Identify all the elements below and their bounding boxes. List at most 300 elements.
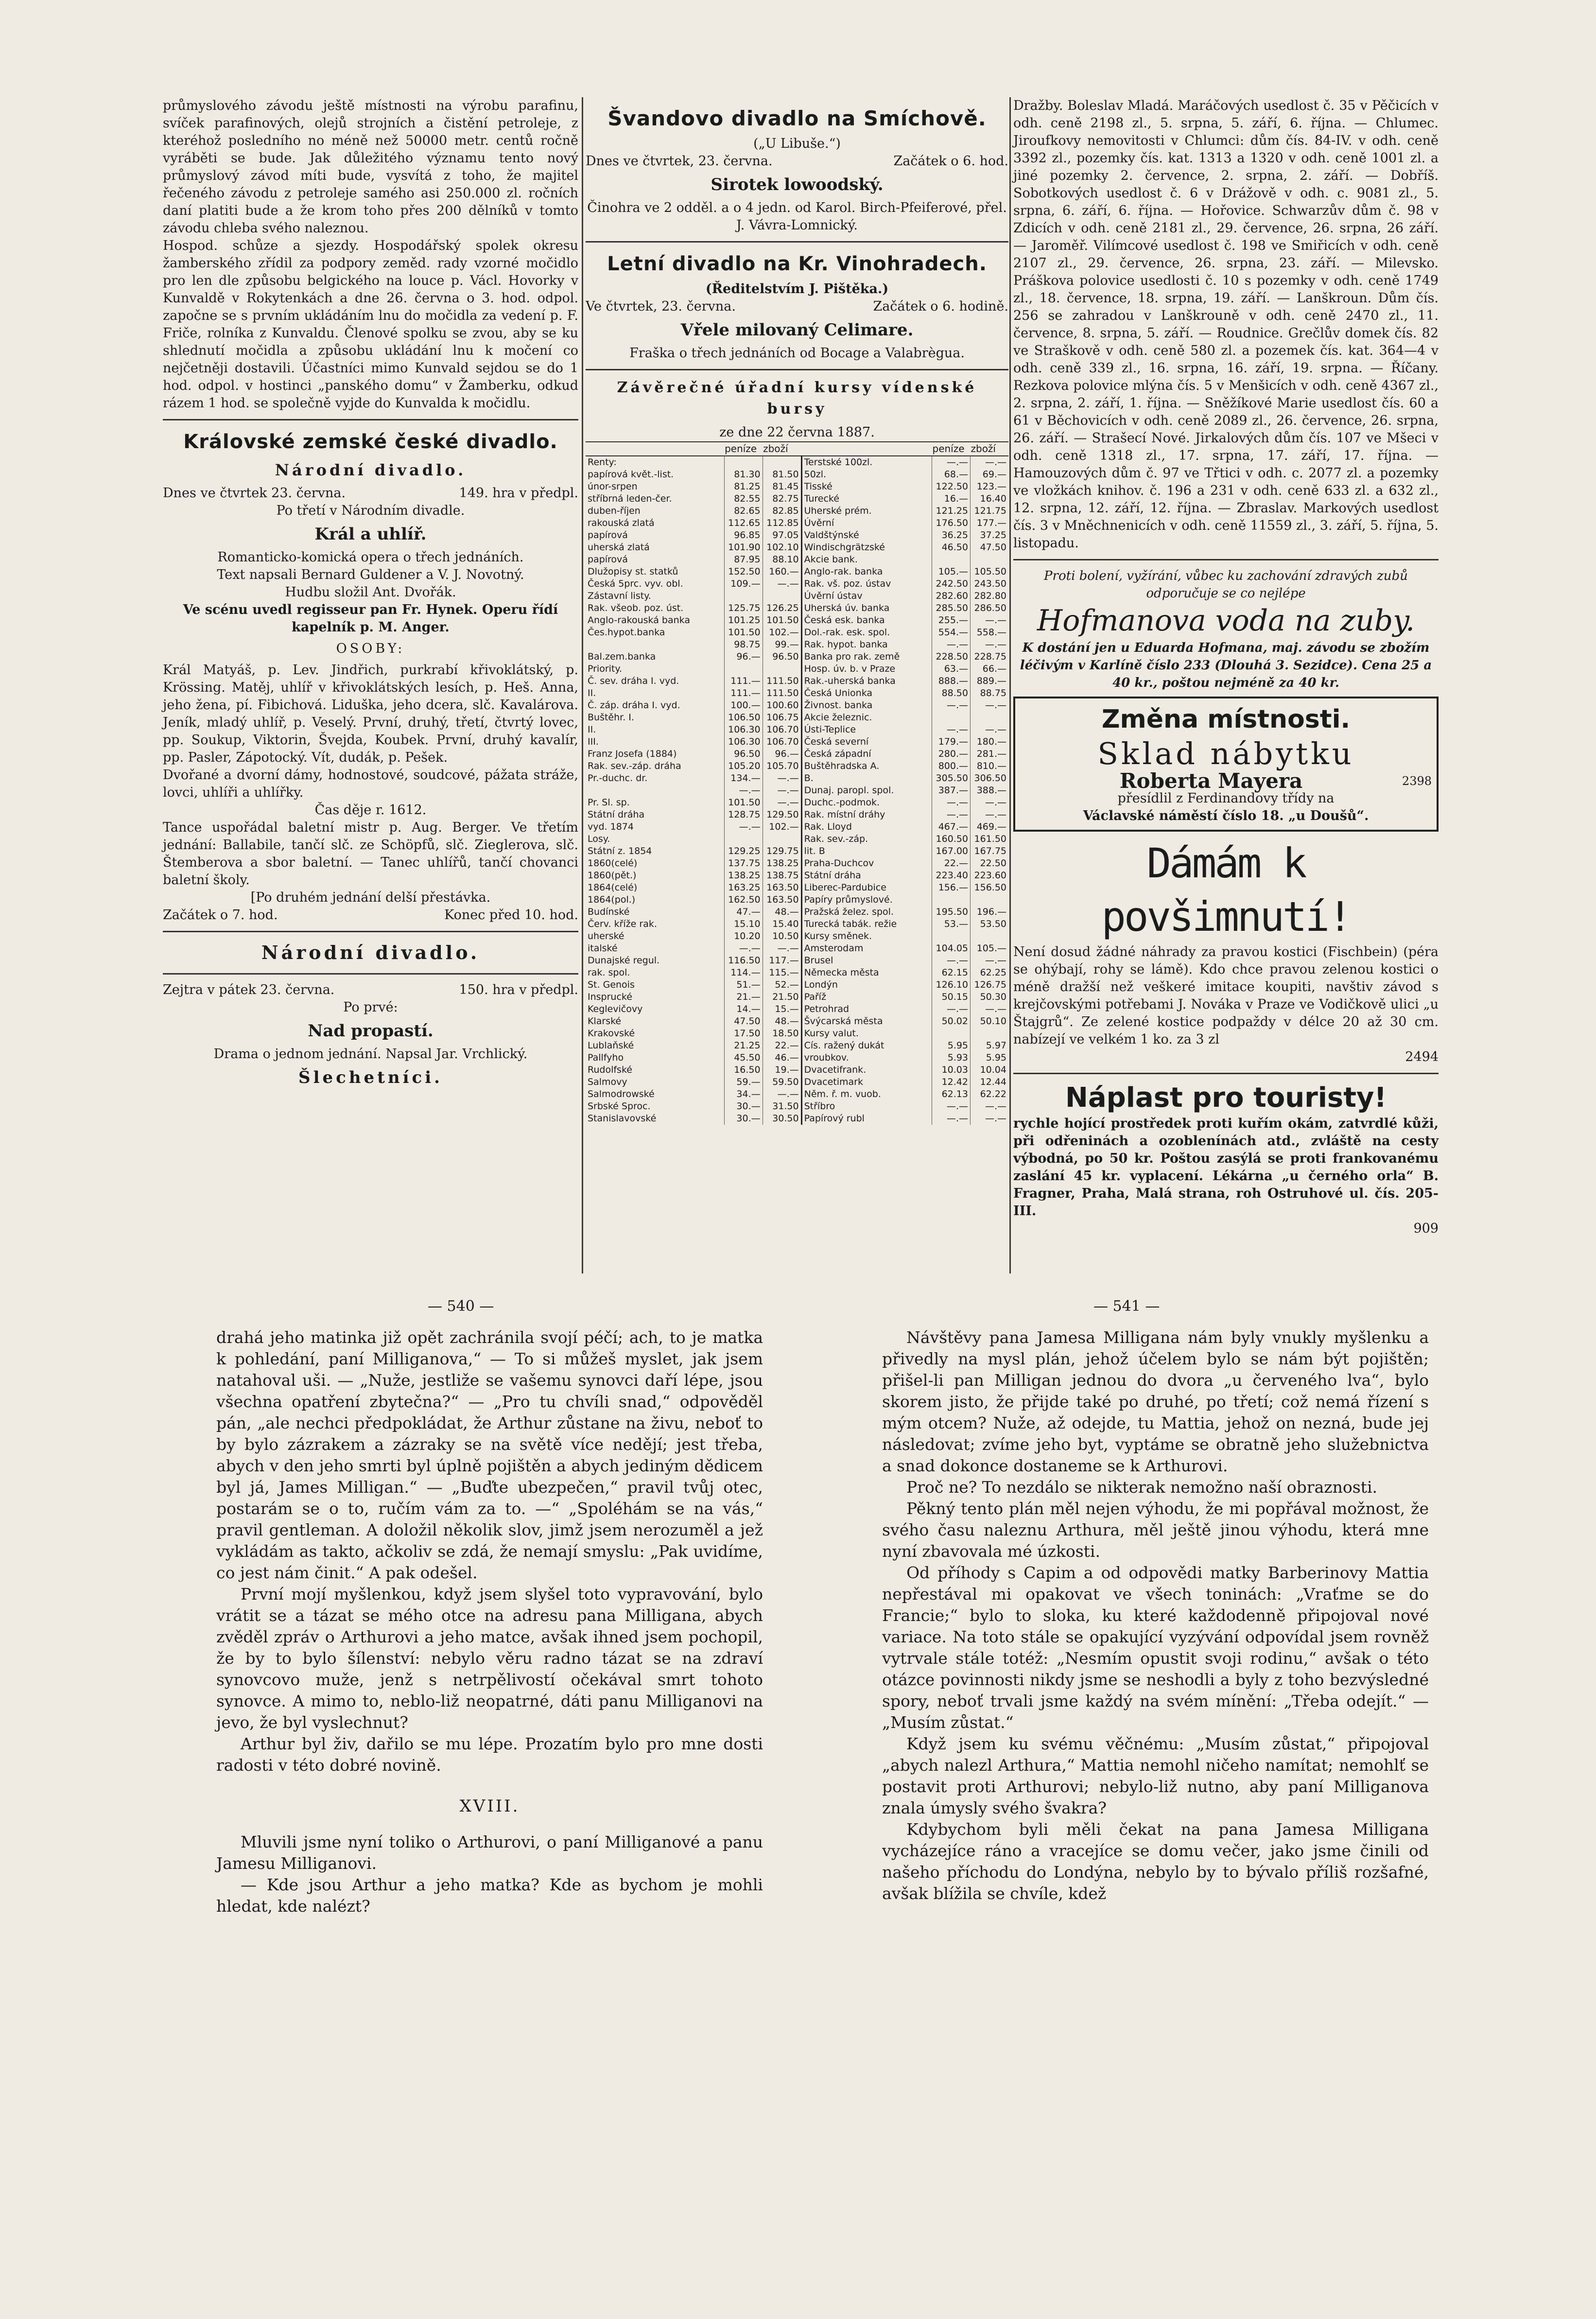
stock-row [586, 1100, 1008, 1113]
stock-name: Státní dráha [801, 870, 932, 882]
stock-goods: —.— [971, 1003, 1009, 1015]
play-desc: Fraška o třech jednáních od Bocage a Valabrègua. [629, 346, 965, 361]
stock-row [586, 894, 1008, 906]
stock-row [586, 517, 1008, 529]
stock-money: —.— [724, 821, 763, 833]
stock-goods: 810.— [971, 760, 1009, 772]
stock-name: Státní z. 1854 [588, 846, 652, 856]
stock-goods [763, 663, 801, 675]
stock-row [586, 724, 1008, 736]
stock-name: Buštěhradska A. [801, 760, 932, 772]
stock-goods [763, 456, 801, 469]
stock-name: rak. spol. [588, 967, 630, 978]
stock-goods: 243.50 [971, 578, 1009, 590]
stock-money: 101.50 [724, 627, 763, 639]
stock-name: Rak.-uherská banka [801, 675, 932, 687]
stock-name: Dunajské regul. [588, 955, 660, 966]
stock-money: 101.90 [724, 541, 763, 554]
novel-paragraph: Proč ne? To nezdálo se nikterak nemožno naší obraznosti. [906, 1478, 1377, 1497]
stock-row [586, 456, 1008, 469]
stock-name: Kursy valut. [801, 1028, 932, 1040]
stock-goods: 106.70 [763, 736, 801, 748]
stock-money: —.— [932, 809, 971, 821]
stock-money: —.— [724, 785, 763, 797]
stock-name: Zástavní listy. [588, 591, 651, 601]
start-time: Začátek o 6. hodině. [873, 299, 1008, 314]
hofman-title: Hofmanova voda na zuby. [1037, 604, 1415, 638]
stock-money: 282.60 [932, 590, 971, 602]
stock-goods: 281.— [971, 748, 1009, 760]
stock-goods: 558.— [971, 627, 1009, 639]
stock-goods: 163.50 [763, 894, 801, 906]
stock-goods: —.— [971, 955, 1009, 967]
letni-heading: Letní divadlo na Kr. Vinohradech. [607, 253, 987, 275]
stock-money [932, 712, 971, 724]
stock-name: Č. sev. dráha I. vyd. [588, 676, 679, 686]
stock-row [586, 809, 1008, 821]
page-number-left: — 540 — [428, 1298, 494, 1315]
divider [586, 241, 1008, 243]
stock-row [586, 1064, 1008, 1076]
stock-money: 888.— [932, 675, 971, 687]
stock-row [586, 979, 1008, 991]
stock-goods: —.— [971, 456, 1009, 469]
stock-row [586, 821, 1008, 833]
stock-row [586, 785, 1008, 797]
stock-name: Dvacetimark [801, 1076, 932, 1088]
stock-name: 1864(pol.) [588, 894, 636, 905]
stock-goods: —.— [971, 614, 1009, 627]
col-goods: zboží [971, 442, 1009, 456]
stock-money: 17.50 [724, 1028, 763, 1040]
stock-money: 242.50 [932, 578, 971, 590]
stock-money: 101.25 [724, 614, 763, 627]
mayer-heading: Změna místnosti. [1101, 705, 1351, 734]
stock-money: 34.— [724, 1088, 763, 1100]
stock-goods: 88.75 [971, 687, 1009, 699]
stock-name: rakouská zlatá [588, 518, 655, 528]
industry-article: průmyslového závodu ještě místnosti na výrobu parafinu, svíček parafinových, olejů strojních a čistění petroleje, z kteréhož posledního no méně než 50000 metr. centů ročně vyráběti se bude. Jak důležitého významu tento nový průmyslový závod míti bude, vysvítá z toho, že majitel řečeného závodu z petroleje samého asi 250.000 zl. ročních daní platiti bude a že krom toho přes 200 dělníků v tomto závodu chleba svého naleznou. [163, 98, 578, 236]
stock-money: —.— [932, 639, 971, 651]
stock-name: B. [801, 772, 932, 785]
stock-row [586, 1052, 1008, 1064]
stock-money: 81.25 [724, 481, 763, 493]
subscription-number: 149. hra v předpl. [459, 486, 578, 501]
stock-goods: 99.— [763, 639, 801, 651]
stock-goods: 62.25 [971, 967, 1009, 979]
stock-row [586, 493, 1008, 505]
stock-money: —.— [932, 1113, 971, 1125]
stock-goods: 31.50 [763, 1100, 801, 1113]
stock-money [724, 833, 763, 845]
cast-heading: OSOBY: [336, 641, 405, 656]
stock-name: Anglo-rak. banka [801, 566, 932, 578]
stock-name: Paříž [801, 991, 932, 1003]
stock-name: Cís. ražený dukát [801, 1040, 932, 1052]
stock-name: Uherská úv. banka [801, 602, 932, 614]
stock-name: St. Genois [588, 979, 635, 990]
damam-text: Není dosud žádné náhrady za pravou kostici (Fischbein) (péra se ohýbají, rohy se lámě). Kdo chce pravou zelenou kostici o méně dražší než veškeré imitace koupiti, navštiv závod s krejčovskými potřebami J. Nováka v Praze ve Vodičkově ulici „u Štajgrů“. Ze zelené kostice podpaždy v délce 20 až 30 cm. nabízejí ve velkém 1 ko. za 3 zl [1013, 944, 1439, 1047]
stock-money: 47.50 [724, 1015, 763, 1028]
stock-goods: 88.10 [763, 554, 801, 566]
novel-paragraph: Když jsem ku svému věčnému: „Musím zůstat,“ připojoval „abych nalezl Arthura,“ Mattia nemohl ničeho namítat; nemohlť se postavit proti Arthurovi; nebylo-liž nutno, aby paní Milliganova znala úmysly svého švakra? [882, 1734, 1429, 1817]
stock-goods: 129.50 [763, 809, 801, 821]
stock-name: Stanislavovské [588, 1113, 657, 1124]
end-time: Konec před 10. hod. [444, 907, 578, 923]
stock-money: 114.— [724, 967, 763, 979]
stock-money: —.— [932, 1003, 971, 1015]
naplast-title: Náplast pro touristy! [1065, 1082, 1387, 1114]
stock-name: Česká Unionka [801, 687, 932, 699]
stock-goods: 117.— [763, 955, 801, 967]
stock-name [586, 785, 724, 797]
stock-money: 285.50 [932, 602, 971, 614]
performance-date: Ve čtvrtek, 23. června. [586, 299, 736, 314]
stock-money: 81.30 [724, 469, 763, 481]
stock-money: 22.— [932, 857, 971, 870]
stock-goods: 138.25 [763, 857, 801, 870]
stock-goods: 66.— [971, 663, 1009, 675]
stock-money: 51.— [724, 979, 763, 991]
stock-name: Priority. [588, 663, 622, 674]
novel-paragraph: Kdybychom byli měli čekat na pana Jamesa Milligana vycházejíce ráno a vracejíce se domu večer, jako jsme činili od našeho příchodu do Londýna, nebylo by to bývalo příliš rozšafné, avšak blížila se chvíle, kdež [882, 1820, 1429, 1903]
stock-money: 88.50 [932, 687, 971, 699]
cast-extras: Dvořané a dvorní dámy, hodnostové, soudcové, pážata stráže, lovci, uhlíři a uhlířky. [163, 767, 578, 800]
stock-money: 82.65 [724, 505, 763, 517]
stock-money: 53.— [932, 918, 971, 930]
stock-money: —.— [932, 456, 971, 469]
stock-name: Salmovy [588, 1077, 627, 1087]
hofman-details: K dostání jen u Eduarda Hofmana, maj. závodu se zbožím léčivým v Karlíně číslo 233 (Dlouhá 3. Sezidce). Cena 25 a 40 kr., poštou nejméně za 40 kr. [1020, 641, 1432, 690]
stock-money: 47.— [724, 906, 763, 918]
cast-list: Král Matyáš, p. Lev. Jindřich, purkrabí křivoklátský, p. Krössing. Matěj, uhlíř v křivoklátských lesích, p. Heš. Anna, jeho žena, pí. Fibichová. Liduška, jeho dcera, slč. Kavalárova. Jeník, mladý uhlíř, p. Veselý. První, druhý, třetí, čtvrtý lovec, pp. Soukup, Viktorin, Švejda, Koubek. První, druhý kavalír, pp. Pasler, Zápotocký. Vít, dudák, p. Pešek. [163, 663, 578, 765]
chapter-heading: XVIII. [459, 1796, 520, 1816]
stock-row [586, 469, 1008, 481]
stock-name: Německa města [801, 967, 932, 979]
stock-goods: 10.50 [763, 930, 801, 942]
stock-row [586, 699, 1008, 712]
stock-money: 98.75 [724, 639, 763, 651]
stock-name: Kursy směnek. [801, 930, 932, 942]
stock-money: 45.50 [724, 1052, 763, 1064]
next-play: Šlechetníci. [298, 1068, 443, 1087]
stock-money: 176.50 [932, 517, 971, 529]
stock-name: 50zl. [801, 469, 932, 481]
stock-goods: 105.50 [971, 566, 1009, 578]
stock-goods: 69.— [971, 469, 1009, 481]
stock-name: Dlužopisy st. statků [588, 566, 678, 577]
stock-row [586, 736, 1008, 748]
stock-money: 10.20 [724, 930, 763, 942]
performance-date: Dnes ve čtvrtek 23. června. [163, 486, 346, 501]
stock-name: Stříbro [801, 1100, 932, 1113]
stock-money: 10.03 [932, 1064, 971, 1076]
stock-goods: —.— [763, 785, 801, 797]
stock-money: 280.— [932, 748, 971, 760]
stock-goods: 46.— [763, 1052, 801, 1064]
stock-row [586, 1113, 1008, 1125]
stock-money: 96.50 [724, 748, 763, 760]
play-title: Sirotek lowoodský. [711, 175, 884, 194]
stock-name: Papíry průmyslové. [801, 894, 932, 906]
naplast-text: rychle hojící prostředek proti kuřím okám, zatvrdlé kůži, při odřeninách a ozoblenínách atd., zvláště na cesty výbodná, po 50 kr. Poštou zasýlá se proti frankovanému zaslání 45 kr. vyplacení. Lékárna „u černého orla“ B. Fragner, Praha, Malá strana, roh Ostruhové ul. čís. 205-III. [1013, 1116, 1439, 1219]
stock-name: Klarské [588, 1016, 622, 1027]
stock-goods: 161.50 [971, 833, 1009, 845]
stock-row [586, 760, 1008, 772]
stock-goods [971, 712, 1009, 724]
stock-goods: 47.50 [971, 541, 1009, 554]
stock-name: 1864(celé) [588, 882, 638, 893]
stock-goods: 286.50 [971, 602, 1009, 614]
ad-number: 2398 [1402, 774, 1432, 788]
stock-row [586, 712, 1008, 724]
play-desc: Romanticko-komická opera o třech jednáních. [217, 550, 524, 565]
stock-goods: —.— [971, 1113, 1009, 1125]
stock-goods: 121.75 [971, 505, 1009, 517]
stock-goods: —.— [971, 797, 1009, 809]
stock-name: Brusel [801, 955, 932, 967]
stock-goods: 163.50 [763, 882, 801, 894]
stock-name: Pr. Sl. sp. [588, 797, 630, 808]
stock-name: III. [588, 736, 599, 747]
stock-goods: —.— [971, 809, 1009, 821]
stock-row [586, 857, 1008, 870]
stock-goods: 21.50 [763, 991, 801, 1003]
novel-paragraph: Mluvili jsme nyní toliko o Arthurovi, o paní Milliganové a panu Jamesu Milliganovi. [216, 1832, 763, 1873]
ad-number: 2494 [1405, 1049, 1439, 1064]
stock-row [586, 554, 1008, 566]
stock-name: vroubkov. [801, 1052, 932, 1064]
stock-name: Rudolfské [588, 1064, 632, 1075]
stock-money: 30.— [724, 1113, 763, 1125]
stock-name: Srbské Sproc. [588, 1101, 651, 1112]
novel-paragraph: Pěkný tento plán měl nejen výhodu, že mi popřával možnost, že svého času naleznu Arthura, měl ještě jinou výhodu, která mne nyní zbavovala mé úzkosti. [882, 1499, 1429, 1561]
stock-money: 554.— [932, 627, 971, 639]
stock-name [586, 639, 724, 651]
performance-date: Zejtra v pátek 23. června. [163, 982, 335, 997]
stock-money: 167.00 [932, 845, 971, 857]
stock-money: 5.93 [932, 1052, 971, 1064]
stock-name: Švýcarská města [801, 1015, 932, 1028]
kursy-heading: Závěrečné úřadní kursy vídenské bursy [617, 379, 977, 418]
stock-money: 129.25 [724, 845, 763, 857]
stock-money: 116.50 [724, 955, 763, 967]
stock-money: 122.50 [932, 481, 971, 493]
stock-money: 152.50 [724, 566, 763, 578]
stock-name: duben-říjen [588, 506, 641, 516]
stock-money: —.— [932, 797, 971, 809]
stock-money: 156.— [932, 882, 971, 894]
stock-money: 5.95 [932, 1040, 971, 1052]
stock-goods: 81.45 [763, 481, 801, 493]
stock-row [586, 748, 1008, 760]
stock-goods: 81.50 [763, 469, 801, 481]
stock-name: Rak. místní dráhy [801, 809, 932, 821]
stock-money: 305.50 [932, 772, 971, 785]
stock-row [586, 627, 1008, 639]
hospod-notice: Hospod. schůze a sjezdy. Hospodářský spolek okresu žamberského zřídil za podpory zeměd. rady vzorné močidlo pro len dle způsobu belgického na louce p. Václ. Hovorky v Kunvaldě v Rokytenkách a dne 26. června o 3. hod. odpol. započne se s prvním ukládáním lnu do močidla za vedení p. F. Friče, rolníka z Kunvaldu. Členové spolku se zvou, aby se ku shlednutí močidla a způsobu ukládání lnu k močení co nejčetněji dostavili. Účastníci mimo Kunvald sejdou se do 1 hod. odpol. v hostinci „panského domu“ v Žamberku, odkud rázem 1 hod. se společně vyjde do Kunvalda k močidlu. [163, 238, 578, 411]
stock-goods: 138.75 [763, 870, 801, 882]
stock-name: Akcie bank. [801, 554, 932, 566]
divider [163, 973, 578, 975]
stock-goods: 196.— [971, 906, 1009, 918]
stock-goods [971, 894, 1009, 906]
stock-goods: 177.— [971, 517, 1009, 529]
stock-goods: 15.40 [763, 918, 801, 930]
stock-row [586, 578, 1008, 590]
stock-money: 62.15 [932, 967, 971, 979]
stock-goods: 388.— [971, 785, 1009, 797]
stock-row [586, 481, 1008, 493]
stock-name: Pallfyho [588, 1052, 624, 1063]
play-desc: Drama o jednom jednání. Napsal Jar. Vrchlický. [213, 1046, 528, 1062]
stock-row [586, 845, 1008, 857]
stock-name: Turecké [801, 493, 932, 505]
auctions-notice: Dražby. Boleslav Mladá. Maráčových usedlost č. 35 v Pěčicích v odh. ceně 2198 zl., 5. srpna, 5. září, 6. října. — Chlumec. Jiroufkovy nemovitosti v Chlumci: dům čís. 84-IV. v odh. ceně 3392 zl., pozemky čís. kat. 1313 a 1320 v odh. ceně 1001 zl. a jiné pozemky 2. července, 2. srpna, 2. září. — Dobříš. Sobotkových usedlost č. 6 v Drážově v odh. c. 9081 zl., 5. srpna, 6. září, 6. října. — Hořovice. Schwarzův dům č. 98 v Zdicích v odh. ceně 2181 zl., 29. července, 26. srpna, 26 září. — Jaroměř. Vilímcové usedlost č. 198 ve Smiřicích v odh. ceně 2107 zl., 29. července, 26. srpna, 23. září. — Milevsko. Práškova polovice usedlosti č. 10 s pozemky v odh. ceně 1749 zl., 18. července, 18. srpna, 19. září. — Lanškroun. Dům čís. 256 se zahradou v Lanškrouně v odh. ceně 2470 zl., 11. července, 8. srpna, 5. září. — Roudnice. Grečlův domek čís. 82 ve Straškově v odh. ceně 580 zl. a pozemek čís. kat. 364—4 v odh. ceně 339 zl., 16. srpna, 16. září, 19. srpna. — Říčany. Rezkova polovice mlýna čís. 5 v Menšicích v odh. ceně 4367 zl., 2. srpna, 2. září, 1. října. — Sněžíkové Marie usedlost čís. 60 a 61 v Běchovicích v odh. ceně 2089 zl., 26. července, 26. srpna, 26. září. — Strašecí Nové. Jirkalových dům čís. 107 ve Mšeci v odh. ceně 1318 zl., 17. srpna, 17. září, 17. října. — Hamouzových dům č. 97 ve Třtici v odh. c. 2077 zl. a pozemky ve vložkách knihov. č. 196 a 231 v odh. ceně 633 zl. a 632 zl., 12. srpna, 12. září, 12. října. — Zbraslav. Markových usedlost čís. 3 v Mněchnenicích v odh. ceně 11559 zl., 3. září, 5. října, 5. listopadu. [1013, 98, 1439, 551]
damam-title: Dámám k povšimnutí! [1101, 839, 1351, 941]
stock-goods: 112.85 [763, 517, 801, 529]
stock-row [586, 955, 1008, 967]
stock-name: Liberec-Pardubice [801, 882, 932, 894]
stock-name: Franz Josefa (1884) [588, 749, 677, 759]
stock-goods: 106.70 [763, 724, 801, 736]
stock-money: —.— [932, 955, 971, 967]
stock-name: 1860(celé) [588, 858, 638, 869]
stock-money: 387.— [932, 785, 971, 797]
stock-goods: 889.— [971, 675, 1009, 687]
stock-goods: —.— [763, 1088, 801, 1100]
stock-money: 16.50 [724, 1064, 763, 1076]
stock-goods: 126.25 [763, 602, 801, 614]
stock-name: stříbrná leden-čer. [588, 493, 672, 504]
stock-money [724, 663, 763, 675]
stock-goods: 96.— [763, 748, 801, 760]
stock-goods: 167.75 [971, 845, 1009, 857]
stock-goods: 96.50 [763, 651, 801, 663]
stock-money: 16.— [932, 493, 971, 505]
stock-name: Duchc.-podmok. [801, 797, 932, 809]
stock-money: 62.13 [932, 1088, 971, 1100]
stock-goods: 97.05 [763, 529, 801, 541]
stock-name: Insprucké [588, 992, 632, 1002]
stock-money: —.— [932, 1100, 971, 1113]
stock-row [586, 1015, 1008, 1028]
stock-money: 111.— [724, 687, 763, 699]
stock-name: Česká západní [801, 748, 932, 760]
stock-goods: 111.50 [763, 687, 801, 699]
stock-goods [971, 554, 1009, 566]
stock-goods: 306.50 [971, 772, 1009, 785]
performance-date: Dnes ve čtvrtek, 23. června. [586, 154, 773, 169]
stock-money: 134.— [724, 772, 763, 785]
stock-table [586, 441, 1008, 1125]
subscription-number: 150. hra v předpl. [459, 982, 578, 997]
stock-goods: 22.50 [971, 857, 1009, 870]
stock-name: italské [588, 943, 618, 954]
stock-goods [763, 590, 801, 602]
stock-money: 101.50 [724, 797, 763, 809]
stock-goods: 100.60 [763, 699, 801, 712]
stock-row [586, 687, 1008, 699]
stock-name: Keglevičovy [588, 1004, 643, 1014]
stock-money: 800.— [932, 760, 971, 772]
stock-goods: 19.— [763, 1064, 801, 1076]
performance-note: Po třetí v Národním divadle. [276, 503, 465, 518]
stock-goods: 59.50 [763, 1076, 801, 1088]
stock-goods [971, 1028, 1009, 1040]
stock-money: 12.42 [932, 1076, 971, 1088]
stock-name: Hosp. úv. b. v Praze [801, 663, 932, 675]
stock-goods: 156.50 [971, 882, 1009, 894]
stock-goods: 111.50 [763, 675, 801, 687]
stock-name: Živnost. banka [801, 699, 932, 712]
stock-money: 106.30 [724, 724, 763, 736]
stock-goods: 50.10 [971, 1015, 1009, 1028]
stock-goods: 126.75 [971, 979, 1009, 991]
svandovo-heading: Švandovo divadlo na Smíchově. [607, 106, 987, 130]
stock-goods: 180.— [971, 736, 1009, 748]
stock-name: lit. B [801, 845, 932, 857]
stock-money: 87.95 [724, 554, 763, 566]
novel-paragraph: — Kde jsou Arthur a jeho matka? Kde as bychom je mohli hledat, kde nalézt? [216, 1875, 763, 1916]
stock-name: uherská zlatá [588, 542, 650, 553]
stock-goods: —.— [971, 1100, 1009, 1113]
stock-row [586, 967, 1008, 979]
mayer-address: Václavské náměstí číslo 18. „u Doušů“. [1083, 808, 1369, 823]
stock-money: 21.25 [724, 1040, 763, 1052]
stock-goods: 102.— [763, 821, 801, 833]
column-3 [1013, 97, 1439, 1238]
stock-money: —.— [932, 724, 971, 736]
stock-money: —.— [932, 699, 971, 712]
stock-goods: 102.— [763, 627, 801, 639]
stock-goods: —.— [763, 772, 801, 785]
stock-name: Anglo-rakouská banka [588, 615, 690, 626]
stock-money: 111.— [724, 675, 763, 687]
stock-goods: —.— [971, 724, 1009, 736]
stock-name: Úvěrní [801, 517, 932, 529]
stock-name: vyd. 1874 [588, 821, 634, 832]
column-divider [1009, 97, 1011, 1273]
column-2 [586, 97, 1008, 1125]
stock-row [586, 1088, 1008, 1100]
stock-name: Česká 5prc. vyv. obl. [588, 578, 683, 589]
stock-name: Státní dráha [588, 809, 645, 820]
stock-money: 228.50 [932, 651, 971, 663]
stock-money: 96.— [724, 651, 763, 663]
stock-goods: 123.— [971, 481, 1009, 493]
column-divider [582, 97, 583, 1273]
play-music: Hudbu složil Ant. Dvořák. [285, 585, 456, 600]
stock-money: —.— [724, 942, 763, 955]
stock-name: Londýn [801, 979, 932, 991]
stock-name: papírová [588, 530, 628, 541]
stock-name: Banka pro rak. země [801, 651, 932, 663]
play-title: Král a uhlíř. [314, 524, 427, 544]
novel-paragraph: drahá jeho matinka již opět zachránila svojí péčí; ach, to je matka k pohledání, paní Milliganova,“ — To si můžeš myslet, jak jsem natahoval uši. — „Nuže, jestliže se vašemu synovci daří lépe, jsou všechna opatření zbytečna?“ — „Pro tu chvíli snad,“ odpověděl pán, „ale nechci předpokládat, že Arthur zůstane na živu, neboť to by bylo zázrakem a zázraky se na světě více nedějí; jest třeba, abych v den jeho smrti byl úplně pojištěn a abych jediným dědicem byl já, James Milligan.“ — „Buďte ubezpečen,“ pravil tvůj otec, postarám se o to, ručím vám za to. —“ „Spoléhám se na vás,“ pravil gentleman. A doložil několik slov, jimž jsem nerozuměl a jež vykládám as takto, ačkoliv se zdá, že nemají smyslu: „Pak uvidíme, co jest nám činit.“ A pak odešel. [216, 1328, 763, 1582]
letni-sub: (Ředitelstvím J. Pištěka.) [705, 281, 889, 296]
stock-goods: 160.— [763, 566, 801, 578]
col-money: peníze [724, 442, 763, 456]
stock-name: Dvacetifrank. [801, 1064, 932, 1076]
stock-goods [971, 930, 1009, 942]
page-number-right: — 541 — [1093, 1298, 1160, 1315]
stock-name: Č. záp. dráha I. vyd. [588, 700, 680, 711]
stock-row [586, 566, 1008, 578]
play-time: Čas děje r. 1612. [314, 802, 427, 818]
stock-goods: 48.— [763, 906, 801, 918]
stock-goods: 30.50 [763, 1113, 801, 1125]
